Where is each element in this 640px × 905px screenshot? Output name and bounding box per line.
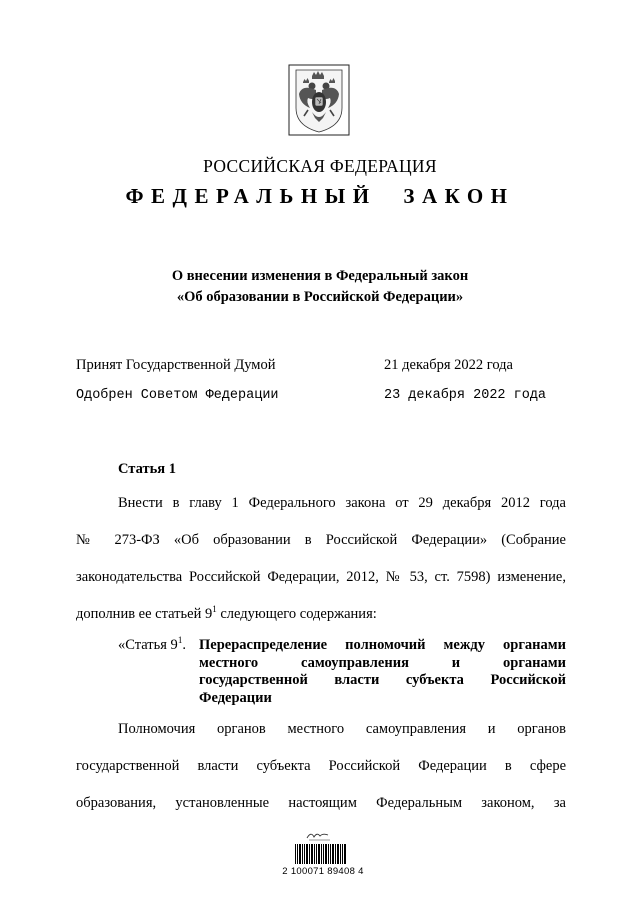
new-article-title (199, 637, 566, 707)
law-title-line: О внесении изменения в Федеральный закон (171, 268, 469, 284)
barcode (295, 844, 347, 864)
article-paragraph-1 (76, 495, 566, 643)
council-approval-date: 23 декабря 2022 года (384, 388, 547, 403)
new-article-title-line: Федерации (199, 689, 272, 706)
duma-adoption-date: 21 декабря 2022 года (384, 357, 513, 373)
new-article-label (118, 637, 186, 654)
paragraph-line: законодательства Российской Федерации, 2012, № 53, ст. 7598) изменение, (76, 569, 566, 585)
country-name: РОССИЙСКАЯ ФЕДЕРАЦИЯ (203, 156, 437, 176)
document-type: ФЕДЕРАЛЬНЫЙ ЗАКОН (125, 184, 515, 208)
barcode-number: 2 100071 89408 4 (282, 866, 364, 877)
law-title-line: «Об образовании в Российской Федерации» (176, 289, 464, 305)
superscript: 1 (212, 604, 217, 614)
paragraph-text: следующего содержания: (216, 606, 377, 622)
new-article-label-text: «Статья 9 (118, 637, 178, 653)
paragraph-line: образования, установленные настоящим Федеральным законом, за (76, 795, 566, 811)
paragraph-line: Полномочия органов местного самоуправления и органов (118, 721, 566, 737)
new-article-label-tail: . (182, 637, 186, 653)
paragraph-line: Внести в главу 1 Федерального закона от 29 декабря 2012 года (118, 495, 566, 511)
new-article-title-line: Перераспределение полномочий между органами (199, 637, 566, 653)
superscript: 1 (177, 635, 183, 645)
coat-of-arms-emblem (288, 64, 350, 136)
handwritten-mark (304, 829, 334, 841)
new-article-title-line: местного самоуправления и органами (199, 654, 566, 671)
paragraph-line: № 273-ФЗ «Об образовании в Российской Федерации» (Собрание (76, 532, 566, 548)
paragraph-text: дополнив ее статьей 9 (76, 606, 213, 622)
paragraph-line: государственной власти субъекта Российской Федерации в сфере (76, 758, 566, 774)
new-article-title-line: государственной власти субъекта Российской (199, 672, 566, 688)
article-heading: Статья 1 (118, 461, 176, 477)
council-approval-label: Одобрен Советом Федерации (76, 388, 279, 403)
law-title (0, 266, 640, 308)
duma-adoption-label: Принят Государственной Думой (76, 357, 276, 373)
article-paragraph-2 (76, 721, 566, 832)
